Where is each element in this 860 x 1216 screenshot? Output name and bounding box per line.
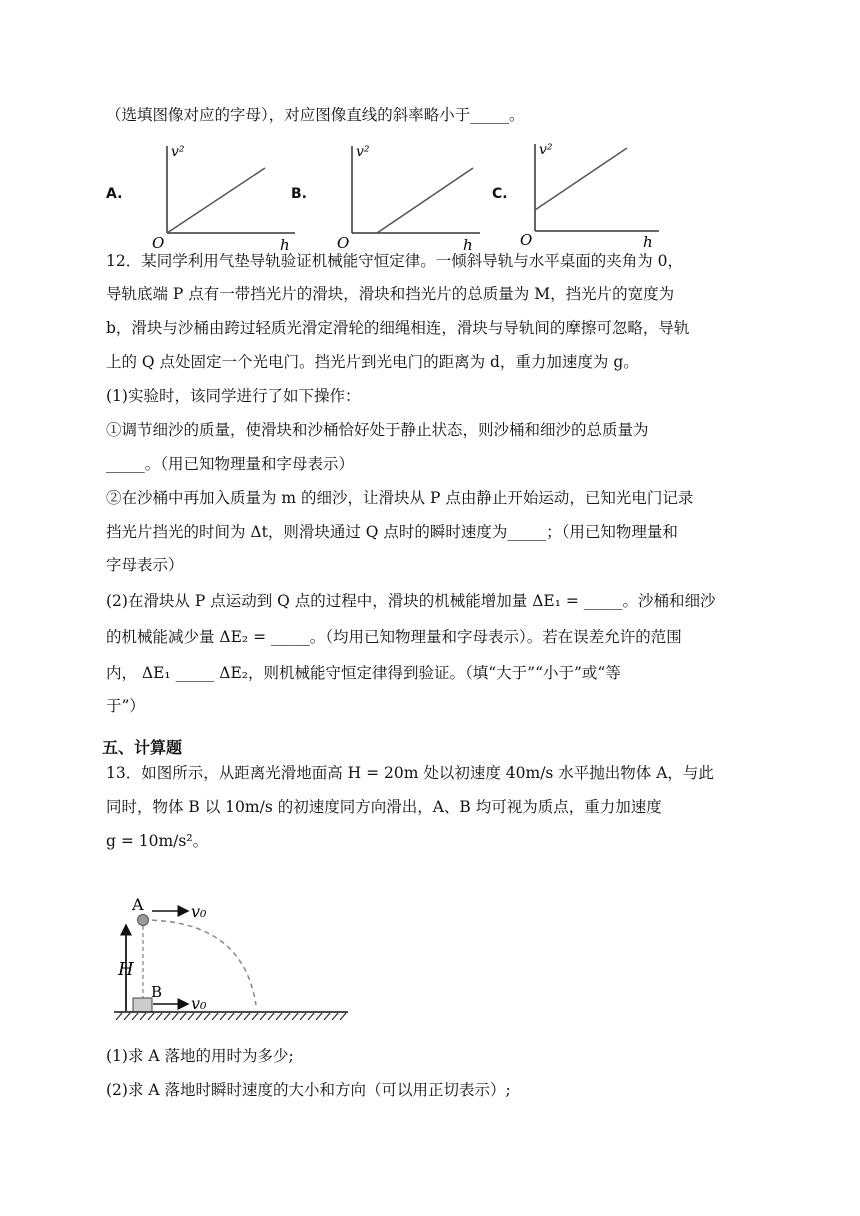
q12-line-7: _____。（用已知物理量和字母表示） xyxy=(106,455,355,473)
q12-line-5: (1)实验时，该同学进行了如下操作： xyxy=(106,387,361,405)
section-heading: 五、计算题 xyxy=(102,738,183,757)
graph-a xyxy=(140,140,300,255)
q12-line-8: ②在沙桶中再加入质量为 m 的细沙，让滑块从 P 点由静止开始运动，已知光电门记录 xyxy=(106,489,694,507)
projectile-figure xyxy=(108,893,358,1028)
q12-line-10: 字母表示） xyxy=(106,556,184,574)
v0-label-a: v₀ xyxy=(191,902,207,921)
q12-line-3: b，滑块与沙桶由跨过轻质光滑定滑轮的细绳相连，滑块与导轨间的摩擦可忽略，导轨 xyxy=(106,319,690,337)
option-b-label: B. xyxy=(291,186,307,202)
graph-b-ylabel: v² xyxy=(356,144,370,160)
label-a: A xyxy=(132,895,144,914)
graph-b-xlabel: h xyxy=(463,236,473,254)
option-a-label: A. xyxy=(106,186,123,202)
q12-line-9: 挡光片挡光的时间为 Δt，则滑块通过 Q 点时的瞬时速度为_____；（用已知物理量和 xyxy=(106,523,678,541)
graph-a-ylabel: v² xyxy=(171,144,185,160)
option-c-label: C. xyxy=(492,186,508,202)
q12-line-11: (2)在滑块从 P 点运动到 Q 点的过程中，滑块的机械能增加量 ΔE₁ = _____。沙桶和细沙 xyxy=(106,592,716,610)
ball-a xyxy=(138,915,149,926)
label-b: B xyxy=(151,983,163,1001)
q12-line-6: ①调节细沙的质量，使滑块和沙桶恰好处于静止状态，则沙桶和细沙的总质量为 xyxy=(106,421,649,439)
q13-sub-2: (2)求 A 落地时瞬时速度的大小和方向（可以用正切表示）; xyxy=(106,1081,511,1099)
graph-c xyxy=(512,140,672,255)
q12-line-1: 12．某同学利用气垫导轨验证机械能守恒定律。一倾斜导轨与水平桌面的夹角为 0， xyxy=(106,252,684,270)
q12-line-4: 上的 Q 点处固定一个光电门。挡光片到光电门的距离为 d，重力加速度为 g。 xyxy=(106,353,639,371)
graph-a-origin: O xyxy=(152,234,165,252)
intro-line: （选填图像对应的字母），对应图像直线的斜率略小于_____。 xyxy=(106,106,525,124)
q13-line-3: g = 10m/s²。 xyxy=(106,832,209,850)
height-label: H xyxy=(118,959,134,980)
q13-line-2: 同时，物体 B 以 10m/s 的初速度同方向滑出，A、B 均可视为质点，重力加速度 xyxy=(106,798,662,816)
q12-line-14: 于”） xyxy=(106,697,145,715)
graph-c-xlabel: h xyxy=(643,233,653,251)
v0-label-b: v₀ xyxy=(191,994,207,1013)
ground-hatch xyxy=(116,1013,346,1020)
block-b xyxy=(133,998,152,1012)
q12-line-2: 导轨底端 P 点有一带挡光片的滑块，滑块和挡光片的总质量为 M，挡光片的宽度为 xyxy=(106,285,675,303)
graph-b-origin: O xyxy=(337,234,350,252)
q12-line-13: 内， ΔE₁ _____ ΔE₂，则机械能守恒定律得到验证。（填“大于”“小于”或“等 xyxy=(106,664,621,682)
graph-b-line xyxy=(377,168,473,233)
graph-c-origin: O xyxy=(520,231,533,249)
graph-c-ylabel: v² xyxy=(539,142,553,158)
q13-line-1: 13．如图所示，从距离光滑地面高 H = 20m 处以初速度 40m/s 水平抛出物体 A，与此 xyxy=(106,764,714,782)
q12-line-12: 的机械能减少量 ΔE₂ = _____。（均用已知物理量和字母表示）。若在误差允许的范围 xyxy=(106,628,682,646)
q13-sub-1: (1)求 A 落地的用时为多少; xyxy=(106,1047,294,1065)
graph-a-xlabel: h xyxy=(280,236,290,254)
graph-b xyxy=(325,140,485,255)
graph-a-line xyxy=(167,168,265,233)
